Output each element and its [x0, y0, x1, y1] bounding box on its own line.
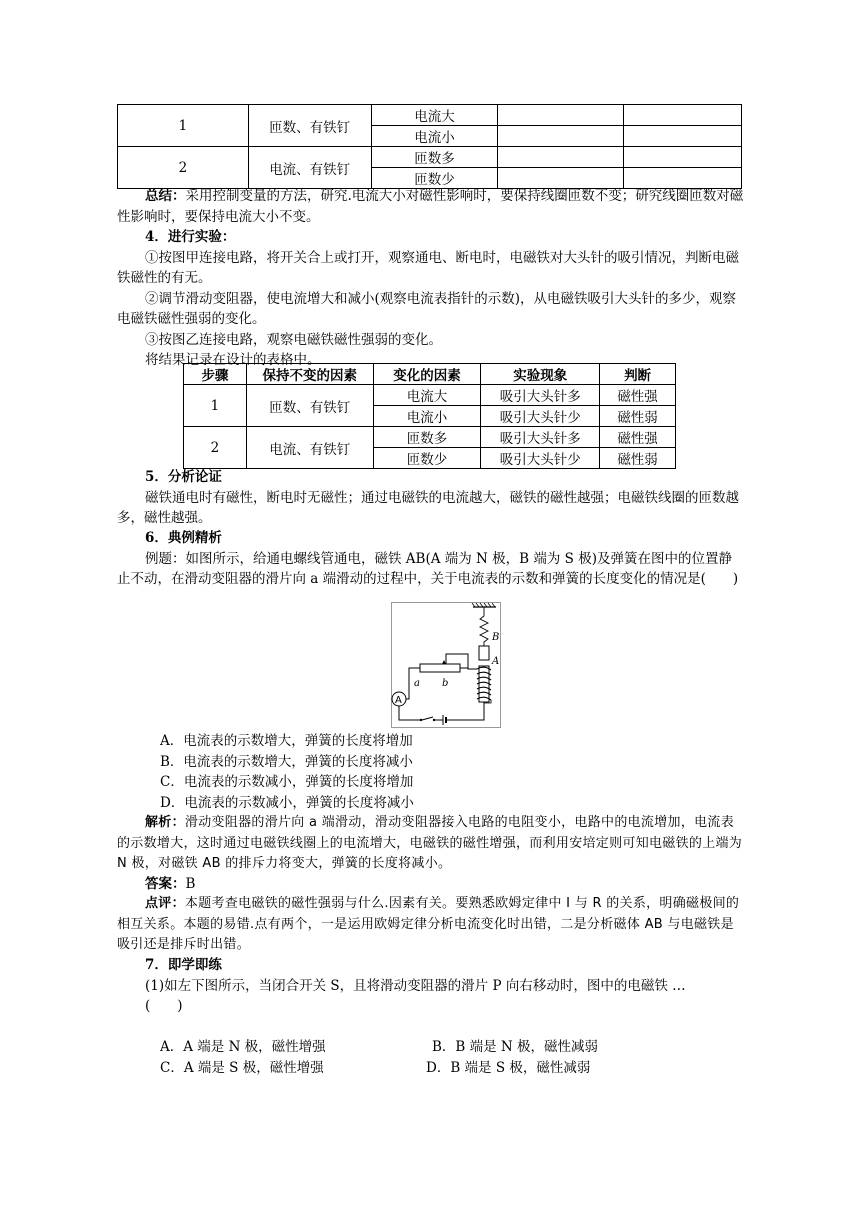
factor-cell: 电流小: [373, 406, 481, 427]
constant-cell: 电流、有铁钉: [248, 147, 371, 189]
constant-cell: 电流、有铁钉: [246, 427, 373, 469]
phenomenon-cell: 吸引大头针少: [481, 448, 600, 469]
column-header: 实验现象: [481, 364, 600, 385]
table-row: [118, 147, 742, 168]
phenomenon-cell: 吸引大头针多: [481, 427, 600, 448]
option-c: C．电流表的示数减小，弹簧的长度将增加: [160, 774, 414, 790]
comment-label: 点评：: [145, 896, 185, 911]
empty-cell: [498, 105, 624, 126]
option-b: B．B 端是 N 极，磁性减弱: [432, 1039, 599, 1055]
column-header: 保持不变的因素: [246, 364, 373, 385]
option-b: B．电流表的示数增大，弹簧的长度将减小: [160, 753, 413, 770]
factor-cell: 匝数少: [371, 168, 498, 189]
table-header-row: [184, 364, 676, 385]
results-table: [183, 363, 676, 469]
comment-block: [117, 894, 745, 956]
table-row: [184, 385, 676, 406]
step-cell: 2: [184, 427, 247, 469]
section-5: [117, 467, 745, 529]
option-d: D．电流表的示数减小，弹簧的长度将减小: [160, 794, 414, 811]
factor-cell: 匝数多: [371, 147, 498, 168]
example-question: 例题：如图所示，给通电螺线管通电，磁铁 AB(A 端为 N 极，B 端为 S 极)及弹簧在图中的位置静止不动，在滑动变阻器的滑片向 a 端滑动的过程中，关于电流表的示数和弹簧的长度变化的情况是( ): [117, 550, 739, 587]
step-paragraph: ③按图乙连接电路，观察电磁铁磁性强弱的变化。: [145, 331, 442, 348]
answer-blank: ( ): [145, 998, 183, 1014]
phenomenon-cell: 吸引大头针少: [481, 406, 600, 427]
option-a: A．电流表的示数增大，弹簧的长度将增加: [160, 733, 413, 749]
answer-value: B: [185, 876, 196, 892]
column-header: 变化的因素: [373, 364, 481, 385]
step-cell: 1: [118, 105, 249, 147]
summary-label: 总结：: [145, 188, 186, 204]
constant-cell: 匝数、有铁钉: [246, 385, 373, 427]
factor-cell: 电流大: [371, 105, 498, 126]
circuit-diagram: [391, 602, 501, 728]
section-heading: 4．进行实验：: [145, 229, 236, 245]
option-d: D．B 端是 S 极，磁性减弱: [426, 1059, 591, 1076]
label-b-upper: B: [492, 632, 500, 643]
option-a: A．A 端是 N 极，磁性增强: [160, 1039, 326, 1055]
empty-cell: [498, 147, 624, 168]
factor-cell: 电流大: [373, 385, 481, 406]
answer-label: 答案：: [145, 876, 186, 892]
practice-question: (1)如左下图所示，当闭合开关 S，且将滑动变阻器的滑片 P 向右移动时，图中的电磁铁 …: [145, 977, 686, 994]
section-7: [117, 955, 745, 1017]
label-a: a: [414, 678, 420, 689]
step-cell: 1: [184, 385, 247, 427]
analysis-block: [117, 813, 745, 875]
label-b: b: [442, 678, 449, 689]
table-row: [118, 105, 742, 126]
section-4: [117, 227, 745, 371]
factor-cell: 电流小: [371, 126, 498, 147]
empty-cell: [624, 126, 742, 147]
analysis-paragraph: 磁铁通电时有磁性，断电时无磁性；通过电磁铁的电流越大，磁铁的磁性越强；电磁铁线圈的匝数越多，磁性越强。: [117, 489, 739, 526]
table-row: [184, 427, 676, 448]
label-a-upper: A: [492, 656, 500, 667]
section-heading: 6．典例精析: [145, 530, 222, 546]
step-cell: 2: [118, 147, 249, 189]
empty-cell: [624, 147, 742, 168]
comment-text: 本题考查电磁铁的磁性强弱与什么.因素有关。要熟悉欧姆定律中 I 与 R 的关系，明确磁极间的相互关系。本题的易错.点有两个，一是运用欧姆定律分析电流变化时出错，二是分析磁体 AB 与电磁铁是吸引还是排斥时出错。: [117, 896, 740, 952]
results-table-top: [117, 104, 742, 189]
judgement-cell: 磁性弱: [600, 448, 676, 469]
factor-cell: 匝数多: [373, 427, 481, 448]
empty-cell: [498, 126, 624, 147]
column-header: 步骤: [184, 364, 247, 385]
step-paragraph: ①按图甲连接电路，将开关合上或打开，观察通电、断电时，电磁铁对大头针的吸引情况，判断电磁铁磁性的有无。: [117, 249, 739, 286]
step-paragraph: 将结果记录在设计的表格中。: [145, 352, 321, 368]
empty-cell: [624, 105, 742, 126]
option-list: [160, 731, 414, 813]
summary-text: 采用控制变量的方法，研究.电流大小对磁性影响时，要保持线圈匝数不变；研究线圈匝数对磁性影响时，要保持电流大小不变。: [117, 188, 744, 225]
practice-options: [160, 1037, 760, 1078]
analysis-text: 滑动变阻器的滑片向 a 端滑动，滑动变阻器接入电路的电阻变小，电路中的电流增加，电流表的示数增大，这时通过电磁铁线圈上的电流增大，电磁铁的磁性增强，而利用安培定则可知电磁铁的上端为 N 极，对磁铁 AB 的排斥力将变大，弹簧的长度将减小。: [117, 815, 743, 871]
constant-cell: 匝数、有铁钉: [248, 105, 371, 147]
section-6: [117, 528, 745, 590]
step-paragraph: ②调节滑动变阻器，使电流增大和减小(观察电流表指针的示数)，从电磁铁吸引大头针的多少，观察电磁铁磁性强弱的变化。: [117, 290, 737, 327]
section-heading: 7．即学即练: [145, 957, 222, 973]
phenomenon-cell: 吸引大头针多: [481, 385, 600, 406]
column-header: 判断: [600, 364, 676, 385]
judgement-cell: 磁性强: [600, 385, 676, 406]
summary-paragraph: [117, 186, 745, 227]
analysis-label: 解析：: [145, 815, 185, 830]
ammeter-label: A: [395, 695, 402, 706]
factor-cell: 匝数少: [373, 448, 481, 469]
option-c: C．A 端是 S 极，磁性增强: [160, 1059, 324, 1076]
judgement-cell: 磁性强: [600, 427, 676, 448]
answer-line: [117, 874, 745, 895]
section-heading: 5．分析论证: [145, 469, 222, 485]
judgement-cell: 磁性弱: [600, 406, 676, 427]
